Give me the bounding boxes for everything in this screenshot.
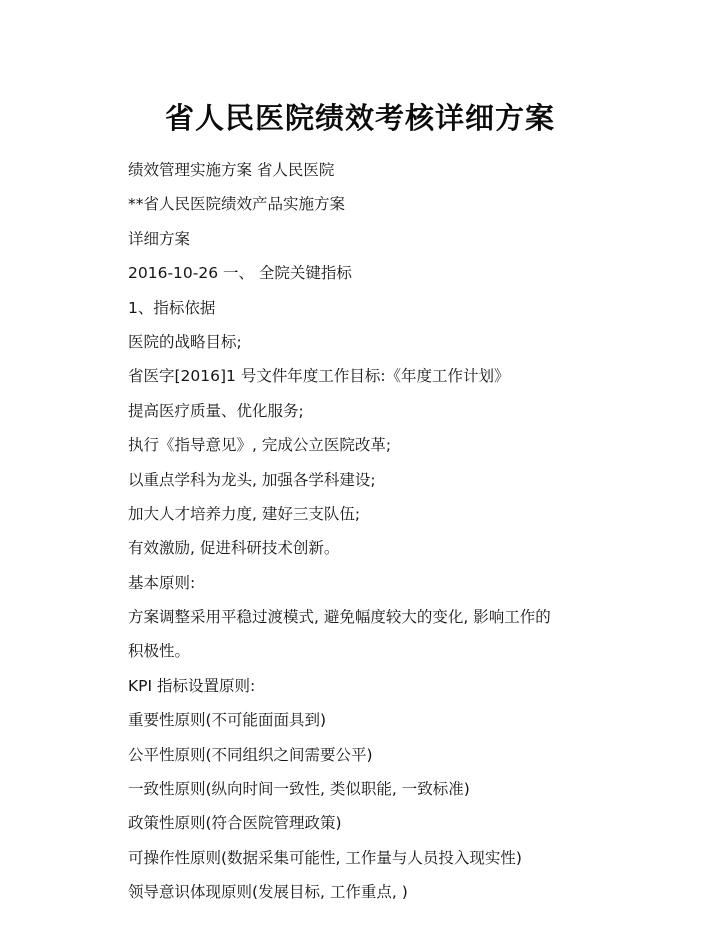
text-line: 基本原则: — [128, 573, 196, 592]
text-line: 2016-10-26 一、 全院关键指标 — [128, 264, 352, 283]
text-line: 绩效管理实施方案 省人民医院 — [128, 161, 335, 179]
text-line: 以重点学科为龙头, 加强各学科建设; — [128, 470, 376, 489]
text-line: 积极性。 — [128, 642, 191, 661]
text-line: 详细方案 — [128, 229, 191, 248]
text-line: 可操作性原则(数据采集可能性, 工作量与人员投入现实性) — [128, 848, 522, 867]
text-line: **省人民医院绩效产品实施方案 — [128, 195, 346, 214]
document-title: 省人民医院绩效考核详细方案 — [164, 101, 555, 135]
text-line: 加大人才培养力度, 建好三支队伍; — [128, 504, 361, 523]
text-line: 重要性原则(不可能面面具到) — [128, 711, 327, 730]
document-body — [128, 153, 598, 910]
text-line: KPI 指标设置原则: — [128, 676, 256, 695]
text-line: 公平性原则(不同组织之间需要公平) — [128, 745, 373, 764]
text-line: 1、指标依据 — [128, 298, 216, 317]
text-line: 医院的战略目标; — [128, 332, 242, 351]
text-line: 省医字[2016]1 号文件年度工作目标:《年度工作计划》 — [128, 367, 510, 386]
text-line: 执行《指导意见》, 完成公立医院改革; — [128, 436, 392, 455]
text-line: 提高医疗质量、优化服务; — [128, 401, 304, 420]
text-line: 领导意识体现原则(发展目标, 工作重点, ) — [128, 883, 408, 902]
text-line: 方案调整采用平稳过渡模式, 避免幅度较大的变化, 影响工作的 — [128, 608, 551, 627]
text-line: 有效激励, 促进科研技术创新。 — [128, 539, 340, 558]
text-line: 一致性原则(纵向时间一致性, 类似职能, 一致标准) — [128, 780, 470, 799]
text-line: 政策性原则(符合医院管理政策) — [128, 814, 342, 833]
